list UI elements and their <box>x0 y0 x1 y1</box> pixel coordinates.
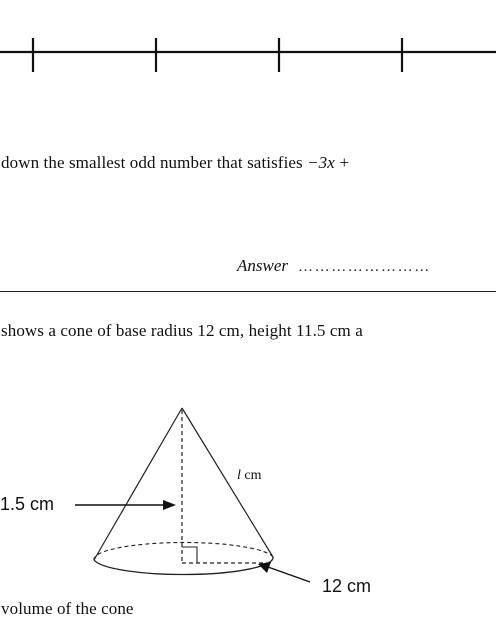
cone-base-back <box>94 542 273 560</box>
question-expression: −3x + <box>307 153 354 172</box>
slant-label-variable: l <box>237 468 241 483</box>
cone-left-side <box>94 408 182 560</box>
right-angle-marker <box>182 547 197 563</box>
next-question-line: volume of the cone <box>1 599 134 618</box>
radius-arrow-line <box>268 567 310 582</box>
radius-label: 12 cm <box>322 576 372 596</box>
cone-base-front <box>94 557 273 575</box>
answer-blank[interactable]: …………………… <box>298 259 431 275</box>
height-arrowhead <box>163 500 176 510</box>
height-label: 1.5 cm <box>0 494 55 514</box>
slant-label <box>237 468 262 484</box>
answer-label: Answer <box>237 256 288 275</box>
question-text-main: down the smallest odd number that satisfies <box>1 153 303 172</box>
slant-label-unit: cm <box>244 468 262 483</box>
cone-question-text: shows a cone of base radius 12 cm, height 11.5 cm a <box>1 321 363 340</box>
